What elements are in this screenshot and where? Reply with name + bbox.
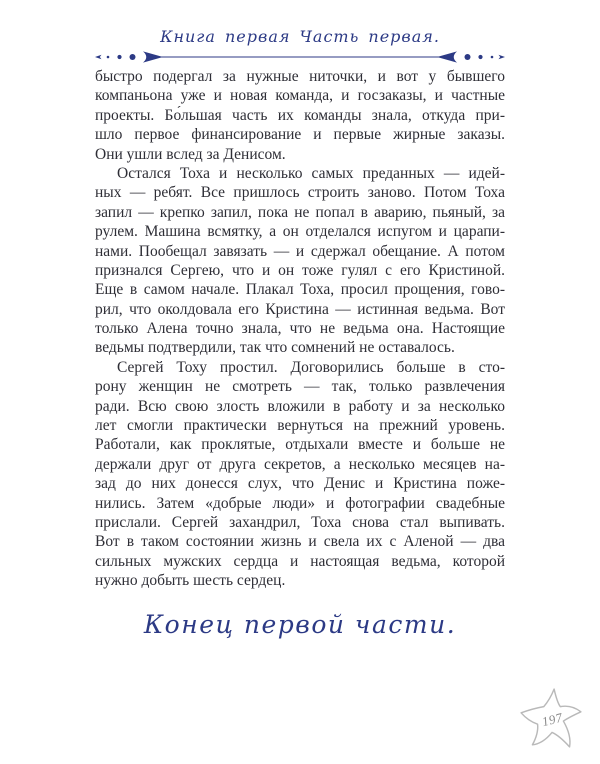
text-line: Остался Тоха и несколько самых преданных — идей-	[117, 164, 505, 182]
text-line: компаньона уже и новая команда, и госзаказы, и частные	[95, 87, 505, 105]
text-line: ведьмы подтвердили, так что сомнений не оставалось.	[95, 339, 455, 357]
text-line: только Алена точно знала, что не ведьма она. Настоящие	[95, 320, 505, 338]
text-line: нились. Затем «добрые люди» и фотографии свадебные	[95, 494, 505, 512]
text-line: зад до них донесся слух, что Денис и Кристина поже-	[95, 475, 505, 493]
body-text	[95, 67, 505, 591]
text-line: держали друг от друга секретов, а несколько месяцев на-	[95, 455, 505, 473]
text-line: нужно добыть шесть сердец.	[95, 572, 286, 590]
text-line: рону женщин не смотреть — так, только развлечения	[95, 378, 505, 396]
text-line: Вот в таком состоянии жизнь и свела их с Аленой — два	[95, 533, 505, 551]
text-line: Сергей Тоху простил. Договорились больше в сто-	[117, 358, 505, 376]
text-line: ных — ребят. Все пришлось строить заново. Потом Тоха	[95, 184, 505, 202]
closing-script-line: Конец первой части.	[143, 610, 457, 639]
text-line: быстро подергал за нужные ниточки, и вот у бывшего	[95, 68, 505, 85]
running-title: Книга первая Часть первая.	[160, 27, 440, 46]
page-number: 197	[540, 710, 565, 730]
text-line: проекты. Бо́льшая часть их команды знала, откуда при-	[95, 106, 505, 124]
divider-arrows-icon	[95, 50, 505, 64]
star-page-number-icon	[518, 686, 584, 752]
text-line: сильных мужских сердца и настоящая ведьма, которой	[95, 552, 505, 570]
paragraph	[95, 358, 505, 591]
text-line: нами. Пообещал завязать — и сдержал обещание. А потом	[95, 242, 505, 260]
text-line: рил, что околдовала его Кристина — истинная ведьма. Вот	[95, 300, 505, 318]
text-line: лет смогли практически вернуться на прежний уровень.	[95, 417, 505, 435]
text-line: ради. Всю свою злость вложили в работу и за несколько	[95, 397, 505, 415]
text-line: рулем. Машина всмятку, а он отделался испугом и царапи-	[95, 223, 505, 241]
text-line: прислали. Сергей захандрил, Тоха снова стал выпивать.	[95, 513, 505, 531]
chapter-divider-ornament	[95, 50, 505, 64]
text-line: признался Сергею, что и он тоже гулял с его Кристиной.	[95, 261, 505, 279]
paragraph	[95, 164, 505, 358]
paragraph	[95, 67, 505, 164]
text-line: Еще в самом начале. Плакал Тоха, просил прощения, гово-	[95, 281, 505, 299]
text-line: Работали, как проклятые, отдыхали вместе и больше не	[95, 436, 505, 454]
text-line: Они ушли вслед за Денисом.	[95, 145, 286, 163]
text-line: запил — крепко запил, пока не попал в аварию, пьяный, за	[95, 203, 505, 221]
text-line: шло первое финансирование и первые жирные заказы.	[95, 126, 505, 144]
